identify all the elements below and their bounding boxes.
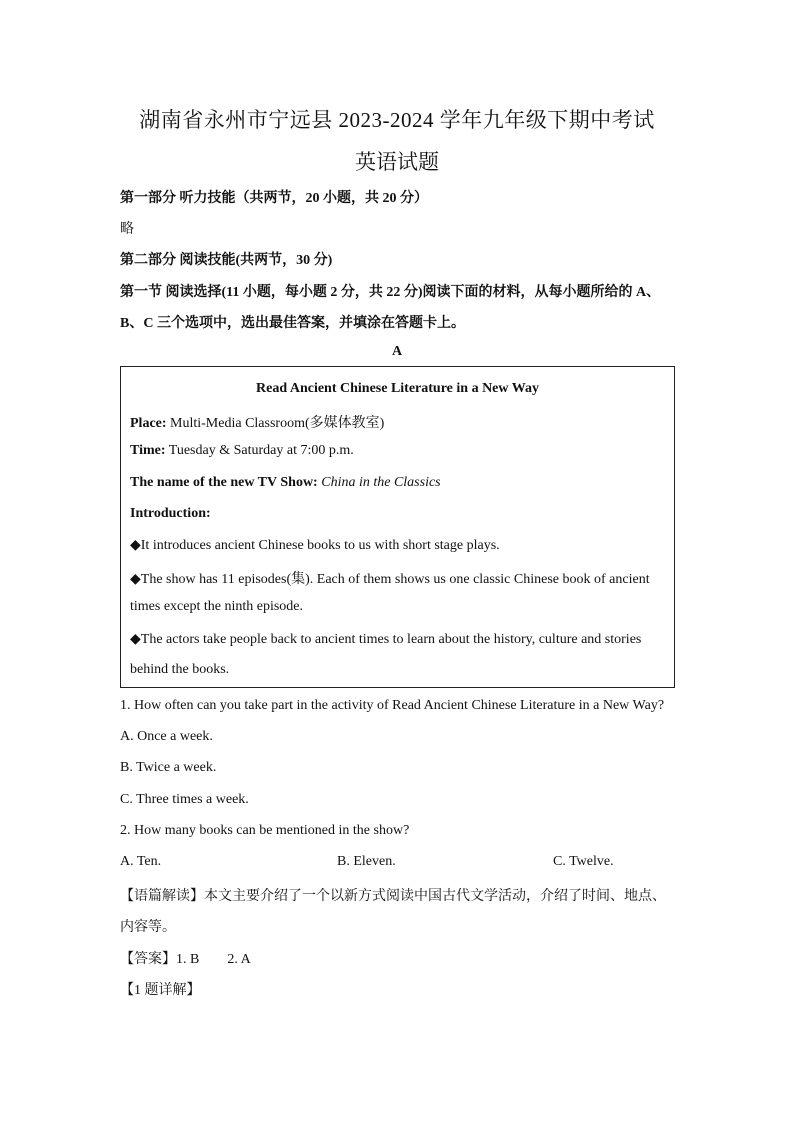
section1-instruction-line1: 第一节 阅读选择(11 小题，每小题 2 分，共 22 分)阅读下面的材料，从每小题所给的 A、 xyxy=(120,285,661,300)
time-label: Time: xyxy=(130,443,166,458)
intro-label: Introduction: xyxy=(130,506,211,521)
time-row xyxy=(130,443,354,459)
time-value: Tuesday & Saturday at 7:00 p.m. xyxy=(165,443,354,458)
bullet-2-line1: ◆The show has 11 episodes(集). Each of them shows us one classic Chinese book of ancient xyxy=(130,572,650,587)
part2-heading: 第二部分 阅读技能(共两节，30 分) xyxy=(120,253,333,268)
bullet-1: ◆It introduces ancient Chinese books to us with short stage plays. xyxy=(130,538,500,553)
q1-option-a: A. Once a week. xyxy=(120,729,213,744)
question-2: 2. How many books can be mentioned in the show? xyxy=(120,823,410,838)
analysis-line2: 内容等。 xyxy=(120,920,176,935)
q2-option-c: C. Twelve. xyxy=(553,854,614,869)
answer-row xyxy=(120,948,251,968)
section1-instruction-line2: B、C 三个选项中，选出最佳答案，并填涂在答题卡上。 xyxy=(120,316,465,331)
place-value: Multi-Media Classroom(多媒体教室) xyxy=(166,416,385,431)
passage-box xyxy=(120,366,675,688)
part1-heading: 第一部分 听力技能（共两节，20 小题，共 20 分） xyxy=(120,191,428,206)
show-value: China in the Classics xyxy=(321,475,441,490)
exam-subtitle: 英语试题 xyxy=(355,150,439,174)
show-label: The name of the new TV Show: xyxy=(130,475,318,490)
part1-note: 略 xyxy=(120,222,134,237)
place-row xyxy=(130,412,384,432)
question-1: 1. How often can you take part in the activity of Read Ancient Chinese Literature in a New Way? xyxy=(120,698,665,713)
exam-title: 湖南省永州市宁远县 2023-2024 学年九年级下期中考试 xyxy=(139,108,655,132)
bullet-2-line2: times except the ninth episode. xyxy=(130,599,304,614)
q1-option-b: B. Twice a week. xyxy=(120,760,217,775)
answer-label: 【答案】 xyxy=(120,952,176,967)
answer-1: 1. B xyxy=(176,952,200,967)
q1-option-c: C. Three times a week. xyxy=(120,792,249,807)
q2-option-b: B. Eleven. xyxy=(337,854,396,869)
q2-option-a: A. Ten. xyxy=(120,854,162,869)
bullet-3-line1: ◆The actors take people back to ancient times to learn about the history, culture and stories xyxy=(130,632,642,647)
passage-heading: Read Ancient Chinese Literature in a New Way xyxy=(256,381,539,396)
detail-heading: 【1 题详解】 xyxy=(120,983,201,998)
passage-label: A xyxy=(391,344,403,359)
answer-2: 2. A xyxy=(227,952,251,967)
bullet-3-line2: behind the books. xyxy=(130,662,230,677)
analysis-line1: 【语篇解读】本文主要介绍了一个以新方式阅读中国古代文学活动，介绍了时间、地点、 xyxy=(120,889,666,904)
show-row xyxy=(130,475,441,491)
place-label: Place: xyxy=(130,416,167,431)
